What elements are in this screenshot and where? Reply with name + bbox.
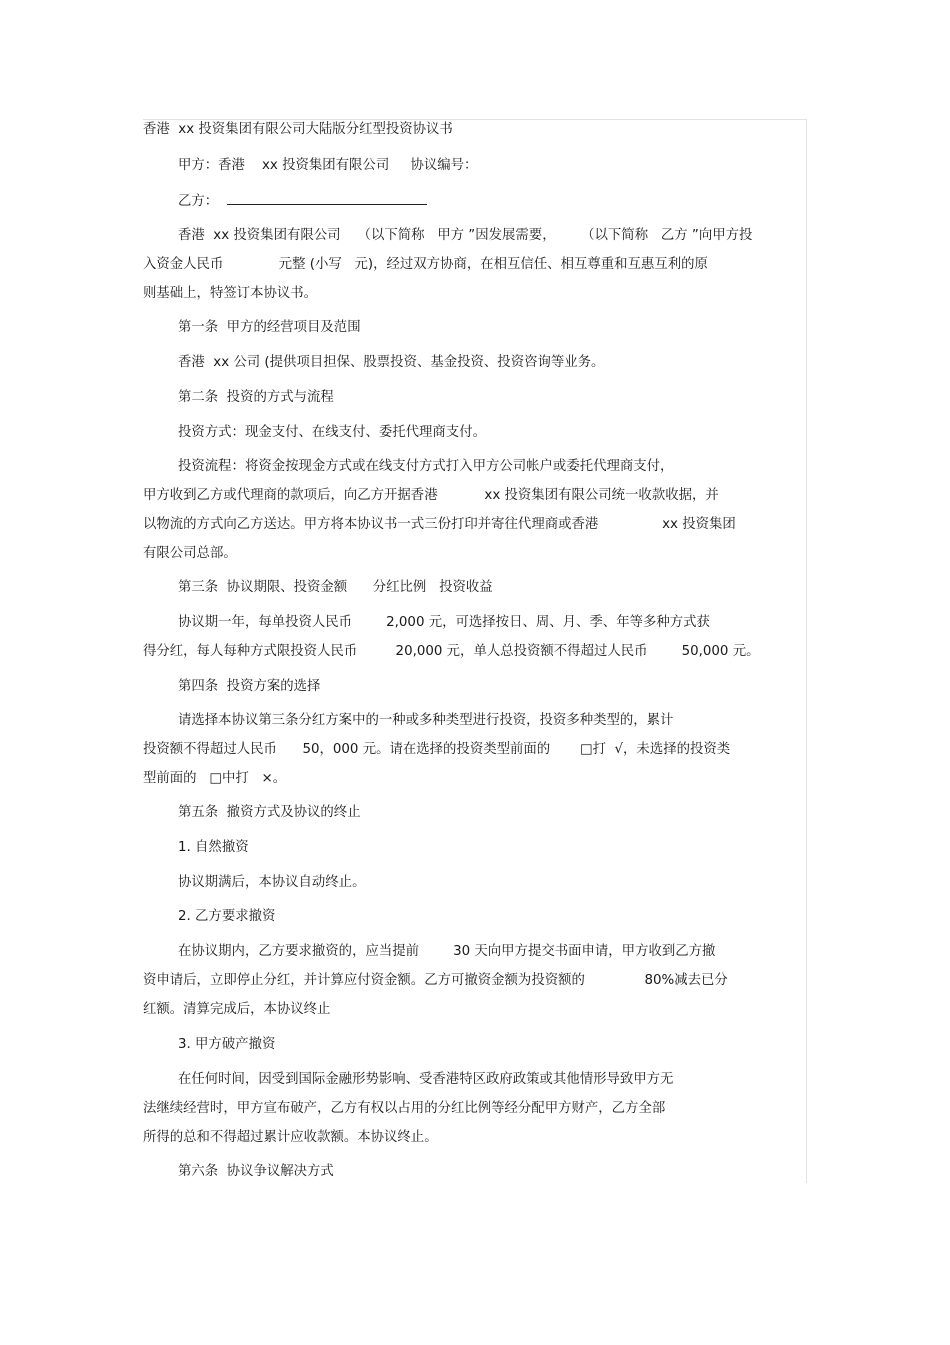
article-5-section-1-heading: 1. 自然撤资 (178, 840, 249, 855)
article-2-process-line: 以物流的方式向乙方送达。甲方将本协议书一式三份打印并寄往代理商或香港 xx 投资集团 (143, 517, 736, 532)
article-1-heading: 第一条 甲方的经营项目及范围 (178, 320, 361, 335)
preamble-line: 入资金人民币 元整 (小写 元)，经过双方协商，在相互信任、相互尊重和互惠互利的原 (143, 257, 708, 272)
article-2-method: 投资方式：现金支付、在线支付、委托代理商支付。 (178, 425, 486, 440)
article-2-heading: 第二条 投资的方式与流程 (178, 390, 334, 405)
article-4-body-line: 请选择本协议第三条分红方案中的一种或多种类型进行投资，投资多种类型的，累计 (178, 713, 674, 728)
article-5-section-2-body-line: 红额。清算完成后，本协议终止 (143, 1002, 331, 1017)
article-3-body-line: 得分红，每人每种方式限投资人民币 20,000 元，单人总投资额不得超过人民币 50,000 元。 (143, 644, 760, 659)
document-page (143, 119, 807, 1183)
article-3-heading: 第三条 协议期限、投资金额 分红比例 投资收益 (178, 580, 493, 595)
party-a-line: 甲方：香港 xx 投资集团有限公司 协议编号： (178, 158, 478, 173)
article-5-section-1-body: 协议期满后，本协议自动终止。 (178, 875, 366, 890)
party-b-line (178, 192, 427, 211)
article-5-section-2-body-line: 在协议期内，乙方要求撤资的，应当提前 30 天向甲方提交书面申请，甲方收到乙方撤 (178, 944, 716, 959)
article-1-body: 香港 xx 公司 (提供项目担保、股票投资、基金投资、投资咨询等业务。 (178, 355, 605, 370)
article-5-section-3-heading: 3. 甲方破产撤资 (178, 1037, 276, 1052)
article-5-section-3-body-line: 法继续经营时，甲方宣布破产，乙方有权以占用的分红比例等经分配甲方财产，乙方全部 (143, 1101, 666, 1116)
article-6-heading: 第六条 协议争议解决方式 (178, 1164, 334, 1179)
article-5-section-3-body-line: 所得的总和不得超过累计应收款额。本协议终止。 (143, 1130, 438, 1145)
party-b-label: 乙方： (178, 194, 219, 209)
article-3-body-line: 协议期一年，每单投资人民币 2,000 元，可选择按日、周、月、季、年等多种方式获 (178, 615, 710, 630)
article-2-process-line: 甲方收到乙方或代理商的款项后，向乙方开据香港 xx 投资集团有限公司统一收款收据，并 (143, 488, 719, 503)
party-b-blank (227, 192, 427, 205)
article-4-body-line: 投资额不得超过人民币 50，000 元。请在选择的投资类型前面的 □打 √，未选择的投资类 (143, 742, 731, 757)
article-2-process-line: 有限公司总部。 (143, 546, 237, 561)
article-5-heading: 第五条 撤资方式及协议的终止 (178, 805, 361, 820)
document-title: 香港 xx 投资集团有限公司大陆版分红型投资协议书 (143, 122, 453, 137)
article-5-section-2-heading: 2. 乙方要求撤资 (178, 909, 276, 924)
article-4-body-line: 型前面的 □中打 ×。 (143, 771, 287, 786)
article-4-heading: 第四条 投资方案的选择 (178, 679, 321, 694)
article-5-section-2-body-line: 资申请后，立即停止分红，并计算应付资金额。乙方可撤资金额为投资额的 80%减去已分 (143, 973, 728, 988)
article-2-process-line: 投资流程：将资金按现金方式或在线支付方式打入甲方公司帐户或委托代理商支付， (178, 459, 674, 474)
article-5-section-3-body-line: 在任何时间，因受到国际金融形势影响、受香港特区政府政策或其他情形导致甲方无 (178, 1072, 674, 1087)
preamble-line: 则基础上，特签订本协议书。 (143, 286, 318, 301)
preamble-line: 香港 xx 投资集团有限公司 （以下简称 甲方 ”因发展需要， （以下简称 乙方 ”向甲方投 (178, 228, 753, 243)
